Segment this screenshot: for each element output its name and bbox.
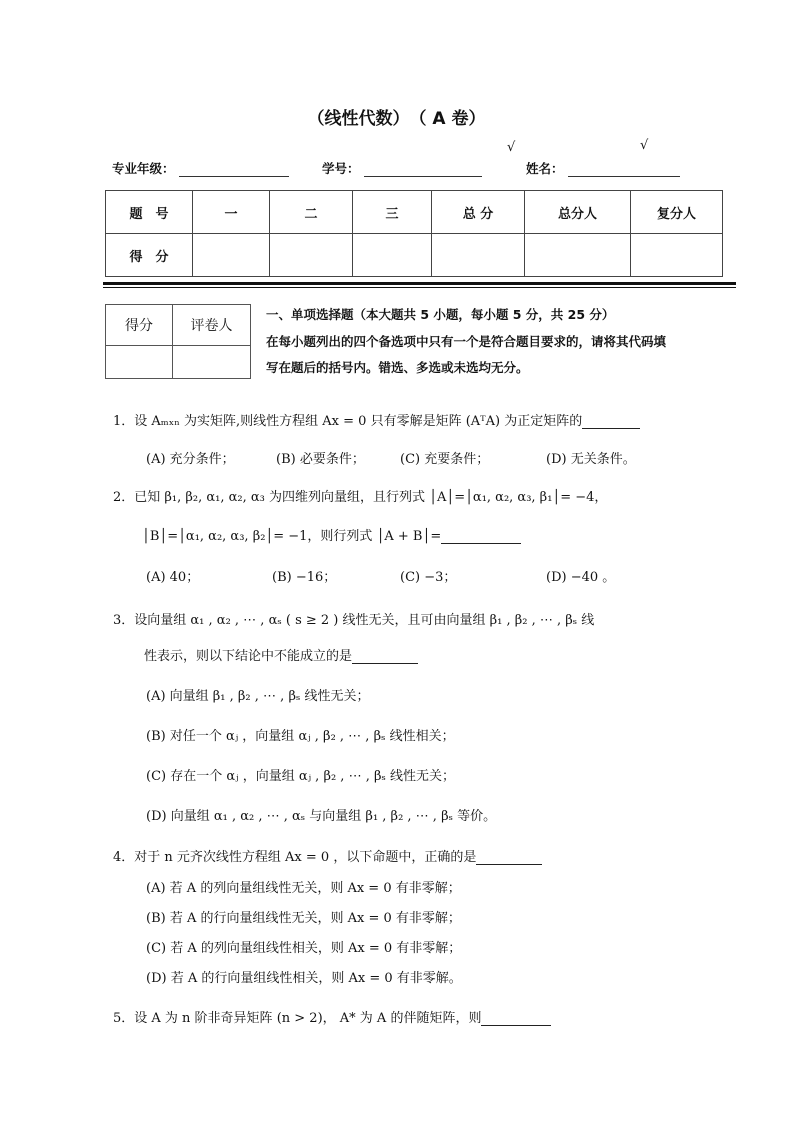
stem-text: 性表示，则以下结论中不能成立的是: [144, 649, 353, 664]
major-blank: [179, 162, 289, 177]
option: (D) 若 A 的行向量组线性相关，则 Ax = 0 有非零解。: [146, 971, 462, 986]
header-cell: 题 号: [106, 191, 193, 234]
question-3-stem: 3．设向量组 α₁ , α₂ , ⋯ , αₛ ( s ≥ 2 ) 线性无关，且可由向量组 β₁ , β₂ , ⋯ , βₛ 线: [113, 613, 595, 628]
question-1-stem: [113, 410, 640, 429]
stem-text: 4．对于 n 元齐次线性方程组 Ax = 0 ，以下命题中，正确的是: [113, 850, 477, 865]
option: (B) 若 A 的行向量组线性无关，则 Ax = 0 有非零解；: [146, 911, 461, 926]
header-cell: 总分人: [525, 191, 631, 234]
score-table-header-row: [106, 191, 723, 234]
score-table: [105, 190, 723, 277]
option: (C) 若 A 的列向量组线性相关，则 Ax = 0 有非零解；: [146, 941, 462, 956]
name-blank: [568, 162, 680, 177]
answer-blank: [582, 415, 640, 429]
score-cell: [270, 234, 353, 277]
score-table-score-row: [106, 234, 723, 277]
divider: [103, 287, 736, 288]
score-cell: [525, 234, 631, 277]
divider: [103, 282, 736, 285]
name-label: 姓名：: [526, 161, 564, 176]
stem-text: 1．设 Aₘₓₙ 为实矩阵,则线性方程组 Ax = 0 只有零解是矩阵 (AᵀA) 为正定矩阵的: [113, 414, 583, 429]
grader-score-cell: [106, 346, 173, 379]
option: (B) −16；: [272, 570, 337, 585]
grader-score-header: 得分: [106, 305, 173, 346]
question-4-stem: [113, 846, 542, 865]
header-cell: 三: [353, 191, 432, 234]
grader-name-cell: [173, 346, 251, 379]
grader-table: [105, 304, 251, 379]
student-id-label: 学号：: [322, 161, 360, 176]
major-field: [112, 159, 289, 177]
student-id-field: [322, 159, 482, 177]
answer-blank: [352, 650, 418, 664]
option: (D) 无关条件。: [546, 452, 636, 467]
option: (A) 向量组 β₁ , β₂ , ⋯ , βₛ 线性无关；: [146, 689, 370, 704]
option: (D) 向量组 α₁ , α₂ , ⋯ , αₛ 与向量组 β₁ , β₂ , ⋯ , βₛ 等价。: [146, 809, 497, 824]
option: (A) 40；: [146, 570, 200, 585]
option: (A) 充分条件；: [146, 452, 235, 467]
option: (B) 必要条件；: [276, 452, 365, 467]
check-mark: √: [507, 140, 516, 155]
exam-title: （线性代数） （ A 卷）: [307, 109, 486, 129]
answer-blank: [441, 530, 521, 544]
option: (A) 若 A 的列向量组线性无关，则 Ax = 0 有非零解；: [146, 881, 461, 896]
score-cell: [631, 234, 723, 277]
score-cell: [193, 234, 270, 277]
student-id-blank: [364, 162, 482, 177]
question-2-stem: [142, 525, 521, 544]
grader-name-header: 评卷人: [173, 305, 251, 346]
header-cell: 一: [193, 191, 270, 234]
score-cell: [353, 234, 432, 277]
section-heading: 一、单项选择题（本大题共 5 小题，每小题 5 分，共 25 分）: [266, 307, 615, 322]
option: (B) 对任一个 αⱼ ，向量组 αⱼ , β₂ , ⋯ , βₛ 线性相关；: [146, 729, 455, 744]
section-instruction: 写在题后的括号内。错选、多选或未选均无分。: [266, 360, 529, 375]
score-row-label: 得 分: [106, 234, 193, 277]
name-field: [526, 159, 680, 177]
answer-blank: [481, 1012, 551, 1026]
header-cell: 复分人: [631, 191, 723, 234]
question-2-stem: 2．已知 β₁, β₂, α₁, α₂, α₃ 为四维列向量组，且行列式 │A│=│α₁, α₂, α₃, β₁│= −4，: [113, 490, 608, 505]
question-3-stem: [144, 645, 418, 664]
header-cell: 二: [270, 191, 353, 234]
score-cell: [432, 234, 525, 277]
answer-blank: [476, 851, 542, 865]
check-mark: √: [640, 138, 649, 153]
stem-text: │B│=│α₁, α₂, α₃, β₂│= −1，则行列式 │A + B│=: [142, 529, 442, 544]
option: (D) −40 。: [546, 570, 616, 585]
question-5-stem: [113, 1007, 551, 1026]
option: (C) 存在一个 αⱼ ，向量组 αⱼ , β₂ , ⋯ , βₛ 线性无关；: [146, 769, 455, 784]
option: (C) −3；: [400, 570, 457, 585]
stem-text: 5．设 A 为 n 阶非奇异矩阵 (n > 2)， A* 为 A 的伴随矩阵，则: [113, 1011, 482, 1026]
header-cell: 总 分: [432, 191, 525, 234]
option: (C) 充要条件；: [400, 452, 490, 467]
section-instruction: 在每小题列出的四个备选项中只有一个是符合题目要求的，请将其代码填: [266, 334, 667, 349]
major-label: 专业年级：: [112, 161, 175, 176]
